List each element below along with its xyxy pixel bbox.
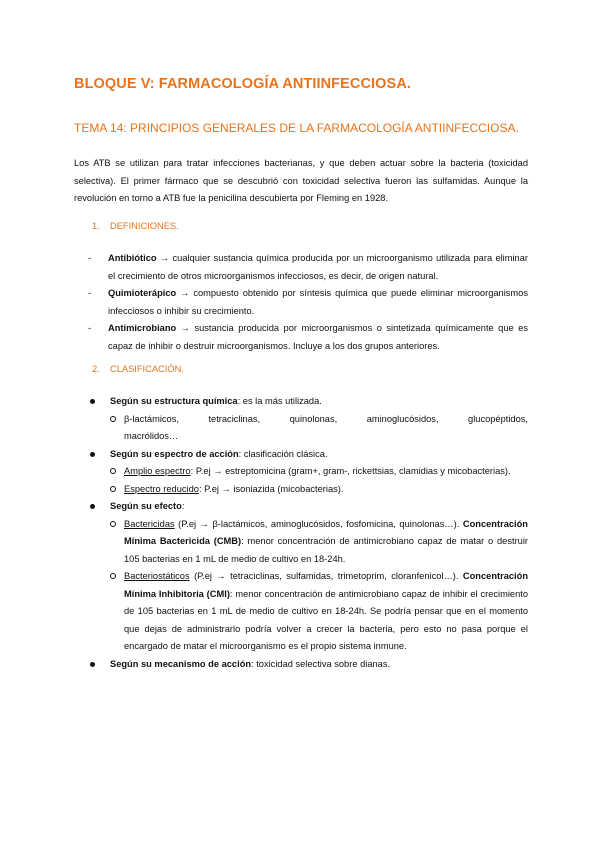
bullet-dot — [90, 504, 95, 509]
definition-text: → sustancia producida por microorganismos o sintetizada químicamente que es capaz de inhibir o destruir microorganismos. Incluye a los dos grupos anteriores. — [108, 323, 528, 351]
definition-text: → compuesto obtenido por síntesis química que puede eliminar microorganismos infecciosos o inhibir su crecimiento. — [108, 288, 528, 316]
circle-bullet — [110, 521, 116, 527]
subitem-bacteriostaticos — [90, 568, 528, 656]
definitions-list — [88, 250, 528, 355]
classification-label: Según su efecto — [110, 501, 182, 511]
classification-list — [90, 393, 528, 673]
section-heading-definitions — [92, 221, 179, 231]
family-word-row — [124, 411, 528, 429]
subitem-text: (P.ej → β-lactámicos, aminoglucósidos, fosfomicina, quinolonas…). — [174, 518, 460, 529]
family-word-end: macrólidos… — [124, 431, 179, 441]
subitem-label: Bacteriostáticos — [124, 571, 190, 581]
cmi-label: Concentración Mínima Inhibitoria (CMI) — [124, 571, 528, 599]
circle-bullet — [110, 416, 116, 422]
subitem-label: Bactericidas — [124, 518, 175, 529]
definition-term: Quimioterápico — [108, 288, 177, 298]
classification-label: Según su mecanismo de acción — [110, 658, 252, 669]
circle-bullet — [110, 573, 116, 579]
section-label: DEFINICIONES. — [110, 221, 179, 231]
dash-bullet: - — [88, 288, 92, 298]
classification-estructura — [90, 393, 528, 411]
section-number: 1. — [92, 221, 100, 231]
section-heading-clasificacion — [92, 364, 184, 374]
definition-quimioterapico — [88, 285, 528, 320]
definition-term: Antimicrobiano — [108, 323, 177, 333]
subitem-bactericidas — [90, 516, 528, 569]
classification-efecto — [90, 498, 528, 516]
classification-text: : — [181, 501, 185, 511]
topic-title: TEMA 14: PRINCIPIOS GENERALES DE LA FARMACOLOGÍA ANTIINFECCIOSA. — [74, 121, 519, 135]
classification-text: : clasificación clásica. — [238, 448, 328, 459]
subitem-text: : P.ej → estreptomicina (gram+, gram-, rickettsias, clamidias y micobacterias). — [190, 466, 511, 476]
definition-antimicrobiano — [88, 320, 528, 355]
bullet-dot — [90, 662, 95, 667]
definition-antibiotico — [88, 250, 528, 285]
subitem-label: Amplio espectro — [124, 466, 191, 476]
classification-text: : es la más utilizada. — [237, 396, 322, 406]
family-word: β-lactámicos, — [124, 413, 179, 424]
circle-bullet — [110, 468, 116, 474]
classification-espectro — [90, 446, 528, 464]
subitem-label: Espectro reducido — [124, 483, 199, 494]
classification-mecanismo — [90, 656, 528, 674]
dash-bullet: - — [88, 253, 92, 263]
family-word: aminoglucósidos, — [366, 413, 439, 424]
family-word: quinolonas, — [289, 413, 338, 424]
page-title: BLOQUE V: FARMACOLOGÍA ANTIINFECCIOSA. — [74, 76, 412, 92]
subitem-text: : P.ej → isoniazida (micobacterias). — [198, 483, 344, 494]
bullet-dot — [90, 399, 95, 404]
classification-text: : toxicidad selectiva sobre dianas. — [251, 658, 391, 669]
family-word: glucopéptidos, — [468, 413, 528, 424]
bullet-dot — [90, 452, 95, 457]
family-word: tetraciclinas, — [208, 413, 261, 424]
subitem-text: (P.ej → tetraciclinas, sulfamidas, trimetoprim, cloranfenicol…). — [189, 571, 459, 581]
dash-bullet: - — [88, 323, 92, 333]
section-label: CLASIFICACIÓN. — [110, 364, 184, 374]
definition-text: → cualquier sustancia química producida por un microorganismo utilizada para eliminar el crecimiento de otros microorganismos infecciosos, es decir, de origen natural. — [108, 253, 528, 281]
section-number: 2. — [92, 364, 100, 374]
classification-label: Según su estructura química — [110, 396, 238, 406]
circle-bullet — [110, 486, 116, 492]
cmi-text: : menor concentración de antimicrobiano capaz de inhibir el crecimiento de 105 bacterias en 1 mL de medio de cultivo en 18-24h. Se podría pensar que en el momento que dejas de administrarlo podría volver a crecer la bacteria, pero esto no pasa porque el encargado de matar el microorganismo es el propio sistema inmune. — [124, 588, 529, 651]
subitem-amplio-espectro — [90, 463, 528, 481]
definition-term: Antibiótico — [108, 253, 157, 263]
intro-paragraph: Los ATB se utilizan para tratar infecciones bacterianas, y que deben actuar sobre la bacteria (toxicidad selectiva). El primer fármaco que se descubrió con toxicidad selectiva fueron las sulfamidas. Aunque la revolución en torno a ATB fue la penicilina descubierta por Fleming en 1928. — [74, 158, 528, 203]
cmb-text: : menor concentración de antimicrobiano capaz de matar o destruir 105 bacterias en 1 mL de medio de cultivo en 18-24h. — [124, 536, 529, 564]
subitem-structure-families — [90, 411, 528, 446]
cmb-label: Concentración Mínima Bactericida (CMB) — [124, 518, 528, 546]
subitem-espectro-reducido — [90, 481, 528, 499]
classification-label: Según su espectro de acción — [110, 448, 239, 459]
